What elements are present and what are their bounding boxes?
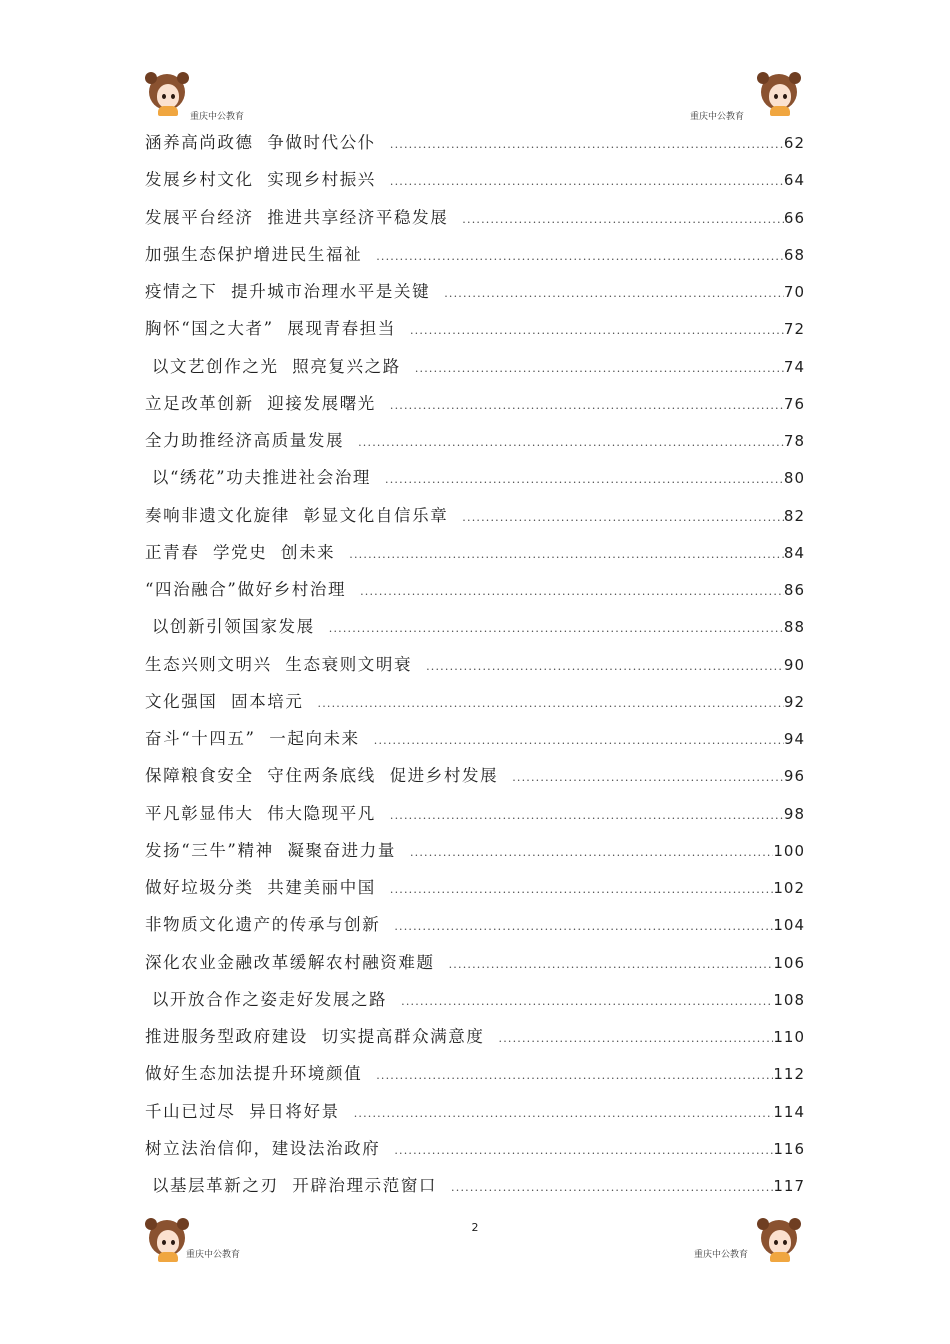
toc-entry-page: 88 <box>783 618 805 637</box>
toc-leader-dots <box>376 1057 773 1094</box>
toc-leader-dots <box>390 797 784 834</box>
toc-entry-page: 114 <box>773 1102 805 1121</box>
toc-entry-title: 以基层革新之刃 开辟治理示范窗口 <box>145 1176 438 1195</box>
toc-entry[interactable] <box>145 683 805 720</box>
toc-leader-dots <box>462 201 784 238</box>
toc-leader-dots <box>318 685 784 722</box>
toc-entry[interactable] <box>145 757 805 794</box>
toc-leader-dots <box>512 759 784 796</box>
toc-leader-dots <box>401 983 773 1020</box>
toc-entry-page: 74 <box>783 357 805 376</box>
toc-entry[interactable] <box>145 720 805 757</box>
mascot-logo-icon <box>145 72 189 116</box>
toc-entry-page: 86 <box>783 581 805 599</box>
toc-entry[interactable] <box>145 273 805 310</box>
mascot-logo-icon <box>145 1218 189 1262</box>
toc-leader-dots <box>410 834 773 871</box>
toc-entry-title: 加强生态保护增进民生福祉 <box>145 244 363 264</box>
toc-entry-title: 发展乡村文化 实现乡村振兴 <box>145 170 376 190</box>
toc-leader-dots <box>451 1169 773 1206</box>
toc-entry[interactable] <box>145 124 805 161</box>
toc-entry[interactable] <box>145 1018 805 1055</box>
toc-entry-page: 96 <box>783 767 805 786</box>
header-brand-right: 重庆中公教育 <box>690 112 745 122</box>
header-brand-left: 重庆中公教育 <box>190 112 245 122</box>
toc-entry-page: 104 <box>773 916 805 935</box>
toc-entry[interactable] <box>145 1093 805 1130</box>
toc-entry-title: 奏响非遗文化旋律 彰显文化自信乐章 <box>145 505 449 525</box>
toc-leader-dots <box>390 163 784 200</box>
toc-entry[interactable] <box>145 534 805 571</box>
toc-entry-title: 全力助推经济高质量发展 <box>145 431 345 450</box>
toc-leader-dots <box>415 350 784 387</box>
toc-entry-page: 66 <box>783 208 805 227</box>
table-of-contents <box>145 124 805 1204</box>
toc-entry-page: 98 <box>783 804 805 823</box>
toc-leader-dots <box>358 424 784 461</box>
mascot-logo-icon <box>757 1218 801 1262</box>
toc-entry-title: “四治融合”做好乡村治理 <box>145 580 347 599</box>
toc-leader-dots <box>390 871 773 908</box>
toc-entry-title: 深化农业金融改革缓解农村融资难题 <box>145 952 435 972</box>
toc-leader-dots <box>349 536 784 573</box>
toc-entry-title: 非物质文化遗产的传承与创新 <box>145 915 381 935</box>
toc-leader-dots <box>449 946 774 983</box>
toc-entry-page: 100 <box>773 841 805 860</box>
toc-entry[interactable] <box>145 236 805 273</box>
toc-entry[interactable] <box>145 310 805 347</box>
toc-entry-title: 发展平台经济 推进共享经济平稳发展 <box>145 207 449 227</box>
toc-leader-dots <box>360 573 784 610</box>
toc-entry-page: 108 <box>773 990 805 1009</box>
footer-brand-left: 重庆中公教育 <box>186 1250 241 1260</box>
toc-entry-title: 胸怀“国之大者” 展现青春担当 <box>145 319 396 339</box>
toc-entry[interactable] <box>145 1167 805 1204</box>
toc-leader-dots <box>394 1132 773 1169</box>
toc-entry[interactable] <box>145 869 805 906</box>
toc-entry-page: 92 <box>783 692 805 711</box>
toc-entry-page: 72 <box>783 320 805 339</box>
toc-entry-page: 62 <box>783 134 805 152</box>
toc-entry[interactable] <box>145 385 805 422</box>
toc-entry-page: 70 <box>783 283 805 301</box>
toc-entry-page: 84 <box>783 543 805 562</box>
toc-entry-title: 以文艺创作之光 照亮复兴之路 <box>145 356 401 376</box>
toc-entry-title: 立足改革创新 迎接发展曙光 <box>145 393 376 413</box>
toc-entry-page: 80 <box>783 469 805 488</box>
toc-entry-title: 涵养高尚政德 争做时代公仆 <box>145 133 376 152</box>
toc-entry-title: 正青春 学党史 创未来 <box>145 542 336 562</box>
toc-entry-page: 110 <box>773 1028 805 1046</box>
toc-leader-dots <box>444 275 784 312</box>
toc-entry[interactable] <box>145 1130 805 1167</box>
toc-entry-page: 112 <box>773 1065 805 1084</box>
toc-leader-dots <box>499 1020 774 1057</box>
toc-entry-page: 102 <box>773 879 805 897</box>
toc-entry[interactable] <box>145 497 805 534</box>
footer-brand-right: 重庆中公教育 <box>694 1250 749 1260</box>
toc-leader-dots <box>390 126 784 163</box>
toc-leader-dots <box>376 238 784 275</box>
toc-entry-page: 78 <box>783 432 805 450</box>
toc-entry-page: 76 <box>783 394 805 413</box>
toc-entry-title: 千山已过尽 异日将好景 <box>145 1101 340 1121</box>
toc-entry-page: 117 <box>773 1177 805 1195</box>
toc-entry-title: 发扬“三牛”精神 凝聚奋进力量 <box>145 840 396 860</box>
toc-entry[interactable] <box>145 571 805 608</box>
toc-leader-dots <box>374 722 784 759</box>
toc-leader-dots <box>385 461 784 498</box>
toc-entry[interactable] <box>145 1055 805 1092</box>
toc-entry[interactable] <box>145 906 805 943</box>
toc-entry-title: 以开放合作之姿走好发展之路 <box>145 989 388 1009</box>
toc-leader-dots <box>426 648 784 685</box>
page-number: 2 <box>471 1221 479 1234</box>
mascot-logo-icon <box>757 72 801 116</box>
toc-entry[interactable] <box>145 795 805 832</box>
toc-entry-title: 生态兴则文明兴 生态衰则文明衰 <box>145 654 413 674</box>
toc-entry-title: 推进服务型政府建设 切实提高群众满意度 <box>145 1027 485 1046</box>
toc-entry-title: 疫情之下 提升城市治理水平是关键 <box>145 282 431 301</box>
toc-entry-page: 94 <box>783 730 805 748</box>
toc-leader-dots <box>354 1095 774 1132</box>
toc-entry[interactable] <box>145 832 805 869</box>
toc-leader-dots <box>394 908 773 945</box>
toc-entry-page: 64 <box>783 171 805 190</box>
toc-entry-page: 68 <box>783 245 805 264</box>
toc-entry-title: 以“绣花”功夫推进社会治理 <box>145 468 372 488</box>
toc-entry-title: 文化强国 固本培元 <box>145 691 304 711</box>
toc-entry-page: 82 <box>783 506 805 525</box>
toc-entry-title: 保障粮食安全 守住两条底线 促进乡村发展 <box>145 766 499 786</box>
toc-entry-page: 116 <box>773 1139 805 1158</box>
toc-entry-page: 90 <box>783 655 805 674</box>
toc-entry[interactable] <box>145 646 805 683</box>
toc-entry[interactable] <box>145 459 805 496</box>
toc-entry-title: 奋斗“十四五” 一起向未来 <box>145 729 360 748</box>
toc-entry[interactable] <box>145 944 805 981</box>
toc-entry-title: 平凡彰显伟大 伟大隐现平凡 <box>145 803 376 823</box>
toc-leader-dots <box>329 610 784 647</box>
toc-entry-title: 做好生态加法提升环境颜值 <box>145 1064 363 1084</box>
toc-leader-dots <box>410 312 784 349</box>
toc-entry[interactable] <box>145 981 805 1018</box>
toc-entry-title: 做好垃圾分类 共建美丽中国 <box>145 878 376 897</box>
toc-entry-page: 106 <box>773 953 805 972</box>
toc-entry[interactable] <box>145 161 805 198</box>
toc-entry[interactable] <box>145 199 805 236</box>
toc-entry[interactable] <box>145 348 805 385</box>
toc-leader-dots <box>462 499 784 536</box>
toc-entry-title: 以创新引领国家发展 <box>145 617 315 637</box>
toc-leader-dots <box>390 387 784 424</box>
toc-entry-title: 树立法治信仰，建设法治政府 <box>145 1138 381 1158</box>
toc-entry[interactable] <box>145 608 805 645</box>
toc-entry[interactable] <box>145 422 805 459</box>
